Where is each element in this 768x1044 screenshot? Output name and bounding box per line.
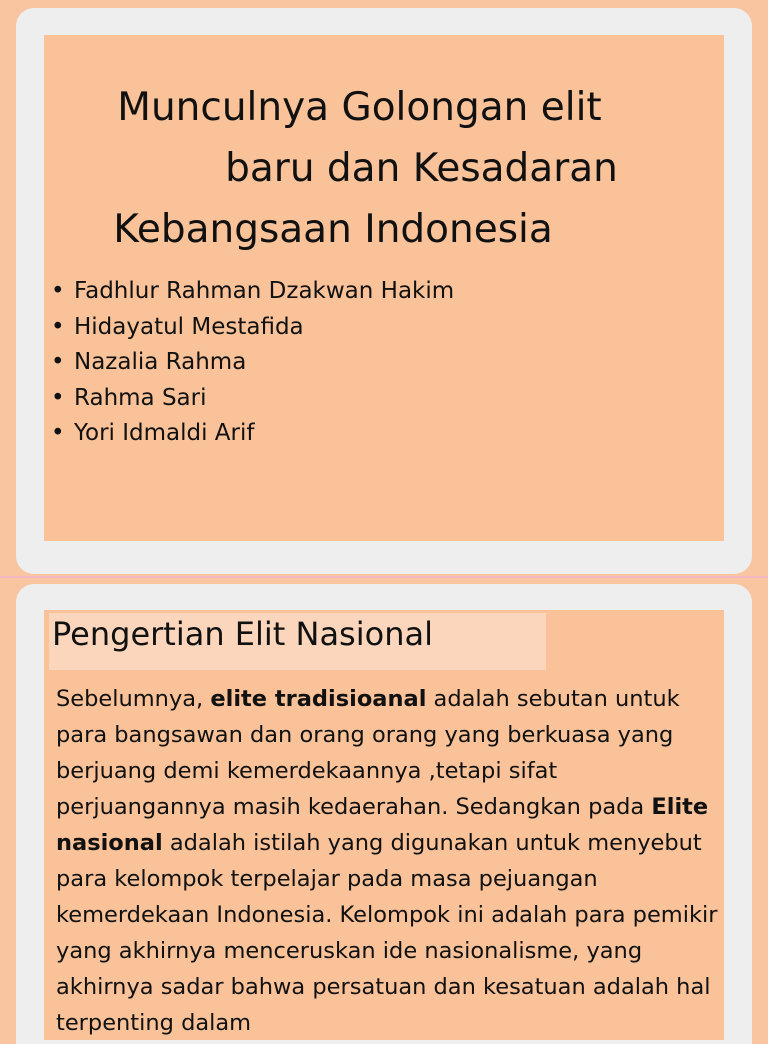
member-item [51, 345, 454, 381]
term-elite-nasional: Elite nasional [56, 794, 709, 856]
member-item [51, 381, 454, 417]
slide-definition [44, 610, 724, 1040]
paragraph-end: adalah istilah yang digunakan untuk menyebut para kelompok terpelajar pada masa pejuangan kemerdekaan Indonesia. Kelompok ini adalah para pemikir yang akhirnya menceruskan ide nasionalisme, yang akhirnya sadar bahwa persatuan dan kesatuan adalah hal terpenting dalam [56, 830, 718, 1036]
slide-heading: Pengertian Elit Nasional [52, 615, 433, 653]
definition-paragraph [56, 681, 721, 1040]
bullet-icon: • [51, 313, 65, 340]
title-line-3: Kebangsaan Indonesia [113, 207, 553, 252]
member-name: Yori Idmaldi Arif [74, 420, 255, 447]
paragraph-intro: Sebelumnya, [56, 686, 211, 712]
member-item [51, 274, 454, 310]
term-elite-tradisional: elite tradisioanal [210, 686, 427, 712]
page-divider [0, 576, 768, 578]
bullet-icon: • [51, 384, 65, 411]
bullet-icon: • [51, 420, 65, 447]
member-name: Nazalia Rahma [74, 349, 247, 376]
slide-title-heading [44, 77, 724, 260]
member-name: Fadhlur Rahman Dzakwan Hakim [74, 278, 455, 304]
member-name: Hidayatul Mestafida [74, 313, 304, 340]
slide-title [44, 35, 724, 541]
member-name: Rahma Sari [74, 384, 207, 411]
title-line-1: Munculnya Golongan elit [117, 85, 602, 130]
member-item [51, 310, 454, 346]
bullet-icon: • [51, 349, 65, 376]
member-list [51, 274, 454, 452]
member-item [51, 416, 454, 452]
bullet-icon: • [51, 278, 65, 304]
paragraph-middle: adalah sebutan untuk para bangsawan dan orang orang yang berkuasa yang berjuang demi kemerdekaannya ,tetapi sifat perjuangannya masih kedaerahan. Sedangkan pada [56, 686, 680, 820]
title-line-2: baru dan Kesadaran [225, 146, 618, 191]
